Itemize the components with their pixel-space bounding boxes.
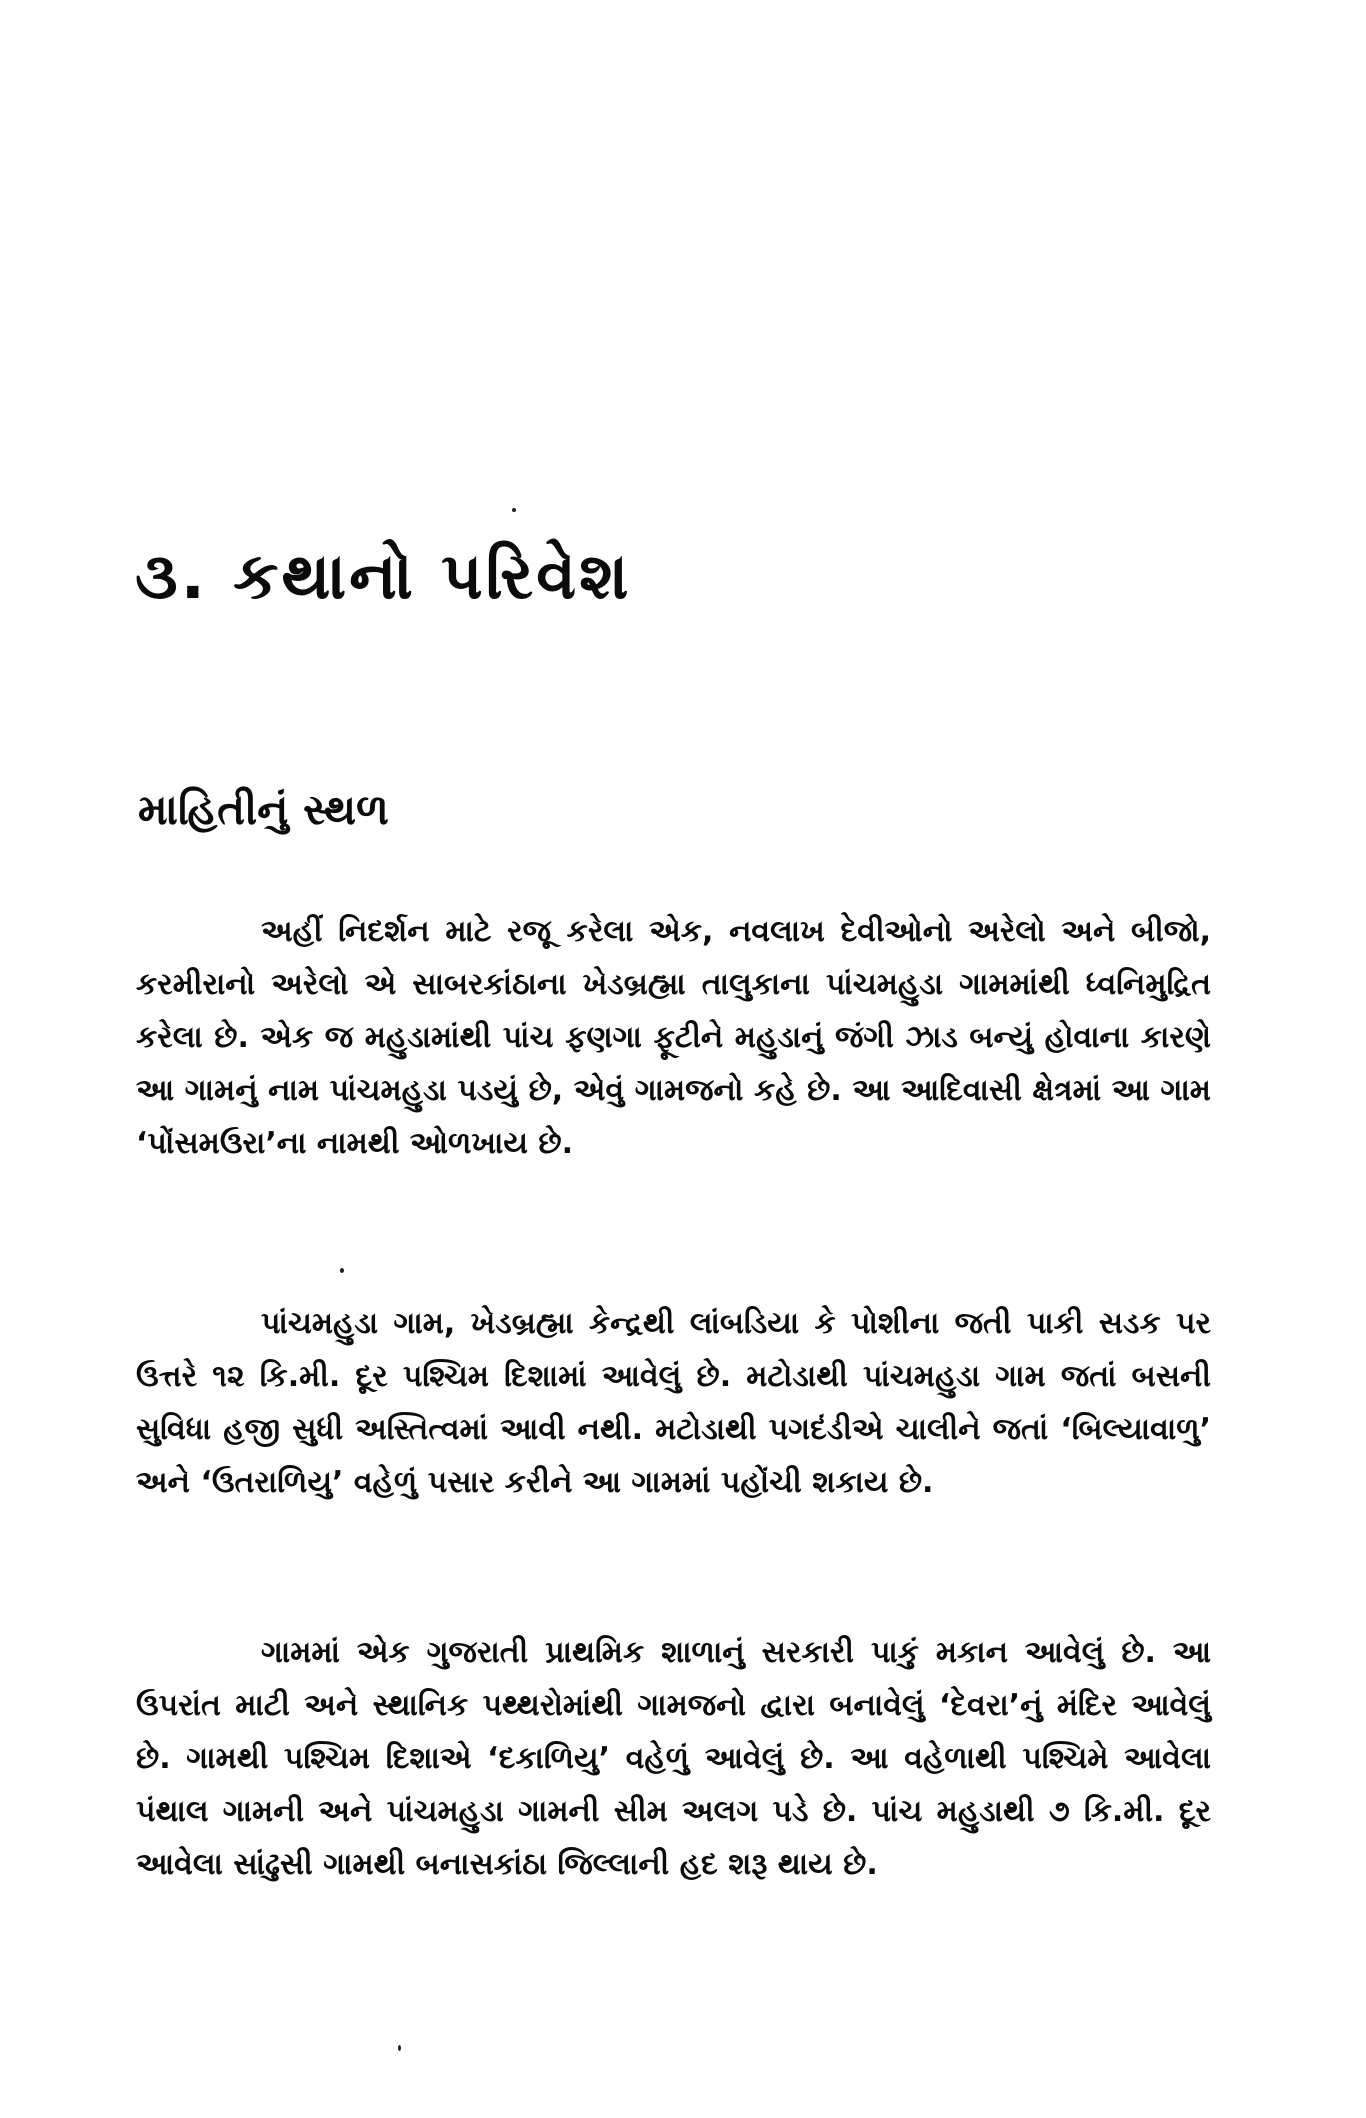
paragraph-1: અહીં નિદર્શન માટે રજૂ કરેલા એક, નવલાખ દેવીઓનો અરેલો અને બીજો, કરમીરાનો અરેલો એ સાબરકાંઠાના ખેડબ્રહ્મા તાલુકાના પાંચમહુડા ગામમાંથી ધ્વનિમુદ્રિત કરેલા છે. એક જ મહુડામાંથી પાંચ ફણગા ફૂટીને મહુડાનું જંગી ઝાડ બન્યું હોવાના કારણે આ ગામનું નામ પાંચમહુડા પડયું છે, એવું ગામજનો કહે છે. આ આદિવાસી ક્ષેત્રમાં આ ગામ ‘પોંસમઉરા’ના નામથી ઓળખાય છે. bbox=[136, 914, 1211, 1161]
scan-speck bbox=[398, 2045, 401, 2051]
paragraph-3: ગામમાં એક ગુજરાતી પ્રાથમિક શાળાનું સરકારી પાકું મકાન આવેલું છે. આ ઉપરાંત માટી અને સ્થાનિક પથ્થરોમાંથી ગામજનો દ્વારા બનાવેલું ‘દેવરા’નું મંદિર આવેલું છે. ગામથી પશ્ચિમ દિશાએ ‘દકાળિયુ’ વહેળું આવેલું છે. આ વહેળાથી પશ્ચિમે આવેલા પંથાલ ગામની અને પાંચમહુડા ગામની સીમ અલગ પડે છે. પાંચ મહુડાથી ૭ કિ.મી. દૂર આવેલા સાંઢુસી ગામથી બનાસકાંઠા જિલ્લાની હદ શરૂ થાય છે. bbox=[136, 1635, 1211, 1882]
scan-speck bbox=[512, 508, 516, 512]
chapter-title: ૩. કથાનો પરિવેશ bbox=[135, 540, 632, 614]
paragraph-2: પાંચમહુડા ગામ, ખેડબ્રહ્મા કેન્દ્રથી લાંબડિયા કે પોશીના જતી પાકી સડક પર ઉત્તરે ૧૨ કિ.મી. દૂર પશ્ચિમ દિશામાં આવેલું છે. મટોડાથી પાંચમહુડા ગામ જતાં બસની સુવિધા હજી સુધી અસ્તિત્વમાં આવી નથી. મટોડાથી પગદંડીએ ચાલીને જતાં ‘બિલ્યાવાળુ’ અને ‘ઉતરાળિયુ’ વહેળું પસાર કરીને આ ગામમાં પહોંચી શકાય છે. bbox=[136, 1306, 1211, 1500]
section-heading: માહિતીનું સ્થળ bbox=[138, 785, 389, 834]
scan-speck bbox=[340, 1268, 344, 1273]
